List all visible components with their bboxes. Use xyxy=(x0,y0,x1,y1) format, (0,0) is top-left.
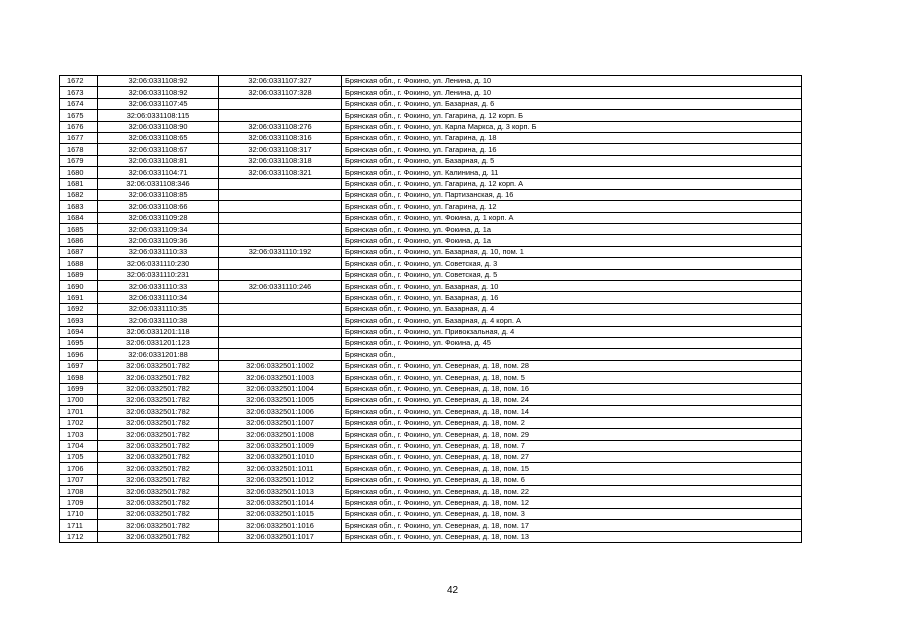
address-cell: Брянская обл., г. Фокино, ул. Гагарина, д. 16 xyxy=(342,144,802,155)
address-cell: Брянская обл., г. Фокино, ул. Ленина, д. 10 xyxy=(342,87,802,98)
address-cell: Брянская обл., г. Фокино, ул. Северная, д. 18, пом. 12 xyxy=(342,497,802,508)
building-cadastral-number-cell: 32:06:0332501:1003 xyxy=(219,372,342,383)
table-row xyxy=(60,121,802,132)
address-cell: Брянская обл., г. Фокино, ул. Гагарина, д. 12 корп. А xyxy=(342,178,802,189)
table-row xyxy=(60,246,802,257)
row-number-cell: 1683 xyxy=(60,201,98,212)
table-row xyxy=(60,520,802,531)
row-number-cell: 1698 xyxy=(60,372,98,383)
registry-table-body xyxy=(60,76,802,543)
address-cell: Брянская обл., г. Фокино, ул. Гагарина, д. 12 xyxy=(342,201,802,212)
building-cadastral-number-cell xyxy=(219,189,342,200)
table-row xyxy=(60,360,802,371)
parcel-cadastral-number-cell: 32:06:0331108:66 xyxy=(98,201,219,212)
building-cadastral-number-cell: 32:06:0331108:321 xyxy=(219,167,342,178)
row-number-cell: 1673 xyxy=(60,87,98,98)
parcel-cadastral-number-cell: 32:06:0332501:782 xyxy=(98,429,219,440)
parcel-cadastral-number-cell: 32:06:0332501:782 xyxy=(98,531,219,542)
building-cadastral-number-cell: 32:06:0332501:1012 xyxy=(219,474,342,485)
parcel-cadastral-number-cell: 32:06:0331110:33 xyxy=(98,246,219,257)
parcel-cadastral-number-cell: 32:06:0332501:782 xyxy=(98,394,219,405)
address-cell: Брянская обл., г. Фокино, ул. Северная, д. 18, пом. 22 xyxy=(342,486,802,497)
row-number-cell: 1687 xyxy=(60,246,98,257)
table-row xyxy=(60,531,802,542)
table-row xyxy=(60,394,802,405)
parcel-cadastral-number-cell: 32:06:0331108:346 xyxy=(98,178,219,189)
parcel-cadastral-number-cell: 32:06:0331110:231 xyxy=(98,269,219,280)
address-cell: Брянская обл., г. Фокино, ул. Северная, д. 18, пом. 5 xyxy=(342,372,802,383)
table-row xyxy=(60,326,802,337)
parcel-cadastral-number-cell: 32:06:0331109:36 xyxy=(98,235,219,246)
row-number-cell: 1681 xyxy=(60,178,98,189)
parcel-cadastral-number-cell: 32:06:0332501:782 xyxy=(98,474,219,485)
parcel-cadastral-number-cell: 32:06:0331110:34 xyxy=(98,292,219,303)
table-row xyxy=(60,98,802,109)
row-number-cell: 1675 xyxy=(60,110,98,121)
parcel-cadastral-number-cell: 32:06:0331110:33 xyxy=(98,281,219,292)
row-number-cell: 1702 xyxy=(60,417,98,428)
registry-table xyxy=(59,75,802,543)
building-cadastral-number-cell xyxy=(219,235,342,246)
parcel-cadastral-number-cell: 32:06:0331108:90 xyxy=(98,121,219,132)
parcel-cadastral-number-cell: 32:06:0331109:28 xyxy=(98,212,219,223)
address-cell: Брянская обл., г. Фокино, ул. Северная, д. 18, пом. 13 xyxy=(342,531,802,542)
address-cell: Брянская обл., г. Фокино, ул. Северная, д. 18, пом. 29 xyxy=(342,429,802,440)
table-row xyxy=(60,497,802,508)
parcel-cadastral-number-cell: 32:06:0331104:71 xyxy=(98,167,219,178)
building-cadastral-number-cell xyxy=(219,110,342,121)
address-cell: Брянская обл., г. Фокино, ул. Привокзальная, д. 4 xyxy=(342,326,802,337)
table-row xyxy=(60,212,802,223)
row-number-cell: 1684 xyxy=(60,212,98,223)
parcel-cadastral-number-cell: 32:06:0332501:782 xyxy=(98,486,219,497)
table-row xyxy=(60,76,802,87)
address-cell: Брянская обл., г. Фокино, ул. Базарная, д. 16 xyxy=(342,292,802,303)
building-cadastral-number-cell: 32:06:0332501:1004 xyxy=(219,383,342,394)
building-cadastral-number-cell: 32:06:0332501:1008 xyxy=(219,429,342,440)
building-cadastral-number-cell xyxy=(219,258,342,269)
address-cell: Брянская обл., г. Фокино, ул. Базарная, д. 10 xyxy=(342,281,802,292)
address-cell: Брянская обл., г. Фокино, ул. Северная, д. 18, пом. 27 xyxy=(342,451,802,462)
row-number-cell: 1672 xyxy=(60,76,98,87)
address-cell: Брянская обл., г. Фокино, ул. Партизанская, д. 16 xyxy=(342,189,802,200)
row-number-cell: 1674 xyxy=(60,98,98,109)
building-cadastral-number-cell: 32:06:0332501:1015 xyxy=(219,508,342,519)
table-row xyxy=(60,486,802,497)
building-cadastral-number-cell xyxy=(219,201,342,212)
row-number-cell: 1680 xyxy=(60,167,98,178)
table-row xyxy=(60,463,802,474)
parcel-cadastral-number-cell: 32:06:0331108:92 xyxy=(98,76,219,87)
table-row xyxy=(60,269,802,280)
row-number-cell: 1695 xyxy=(60,337,98,348)
table-row xyxy=(60,349,802,360)
row-number-cell: 1708 xyxy=(60,486,98,497)
address-cell: Брянская обл., г. Фокино, ул. Гагарина, д. 18 xyxy=(342,132,802,143)
parcel-cadastral-number-cell: 32:06:0331108:92 xyxy=(98,87,219,98)
table-row xyxy=(60,144,802,155)
building-cadastral-number-cell xyxy=(219,224,342,235)
parcel-cadastral-number-cell: 32:06:0331201:88 xyxy=(98,349,219,360)
address-cell: Брянская обл., xyxy=(342,349,802,360)
building-cadastral-number-cell: 32:06:0331108:276 xyxy=(219,121,342,132)
row-number-cell: 1709 xyxy=(60,497,98,508)
row-number-cell: 1693 xyxy=(60,315,98,326)
row-number-cell: 1699 xyxy=(60,383,98,394)
building-cadastral-number-cell: 32:06:0332501:1002 xyxy=(219,360,342,371)
building-cadastral-number-cell: 32:06:0331110:192 xyxy=(219,246,342,257)
row-number-cell: 1705 xyxy=(60,451,98,462)
parcel-cadastral-number-cell: 32:06:0332501:782 xyxy=(98,417,219,428)
row-number-cell: 1712 xyxy=(60,531,98,542)
table-row xyxy=(60,440,802,451)
table-row xyxy=(60,303,802,314)
table-row xyxy=(60,417,802,428)
table-row xyxy=(60,87,802,98)
table-row xyxy=(60,258,802,269)
row-number-cell: 1707 xyxy=(60,474,98,485)
building-cadastral-number-cell xyxy=(219,326,342,337)
parcel-cadastral-number-cell: 32:06:0332501:782 xyxy=(98,360,219,371)
table-row xyxy=(60,508,802,519)
address-cell: Брянская обл., г. Фокино, ул. Фокина, д. 1а xyxy=(342,224,802,235)
row-number-cell: 1706 xyxy=(60,463,98,474)
building-cadastral-number-cell xyxy=(219,178,342,189)
parcel-cadastral-number-cell: 32:06:0331109:34 xyxy=(98,224,219,235)
parcel-cadastral-number-cell: 32:06:0331110:230 xyxy=(98,258,219,269)
row-number-cell: 1700 xyxy=(60,394,98,405)
row-number-cell: 1697 xyxy=(60,360,98,371)
address-cell: Брянская обл., г. Фокино, ул. Фокина, д. 45 xyxy=(342,337,802,348)
table-row xyxy=(60,474,802,485)
building-cadastral-number-cell: 32:06:0332501:1009 xyxy=(219,440,342,451)
address-cell: Брянская обл., г. Фокино, ул. Северная, д. 18, пом. 2 xyxy=(342,417,802,428)
building-cadastral-number-cell xyxy=(219,337,342,348)
parcel-cadastral-number-cell: 32:06:0332501:782 xyxy=(98,451,219,462)
address-cell: Брянская обл., г. Фокино, ул. Советская, д. 3 xyxy=(342,258,802,269)
row-number-cell: 1688 xyxy=(60,258,98,269)
table-row xyxy=(60,167,802,178)
row-number-cell: 1682 xyxy=(60,189,98,200)
building-cadastral-number-cell xyxy=(219,349,342,360)
parcel-cadastral-number-cell: 32:06:0331108:65 xyxy=(98,132,219,143)
table-row xyxy=(60,110,802,121)
building-cadastral-number-cell: 32:06:0331107:327 xyxy=(219,76,342,87)
parcel-cadastral-number-cell: 32:06:0331108:67 xyxy=(98,144,219,155)
parcel-cadastral-number-cell: 32:06:0332501:782 xyxy=(98,383,219,394)
table-row xyxy=(60,429,802,440)
address-cell: Брянская обл., г. Фокино, ул. Базарная, д. 4 корп. А xyxy=(342,315,802,326)
building-cadastral-number-cell: 32:06:0331108:316 xyxy=(219,132,342,143)
parcel-cadastral-number-cell: 32:06:0332501:782 xyxy=(98,508,219,519)
row-number-cell: 1686 xyxy=(60,235,98,246)
table-row xyxy=(60,292,802,303)
row-number-cell: 1691 xyxy=(60,292,98,303)
table-row xyxy=(60,337,802,348)
address-cell: Брянская обл., г. Фокино, ул. Северная, д. 18, пом. 17 xyxy=(342,520,802,531)
address-cell: Брянская обл., г. Фокино, ул. Базарная, д. 10, пом. 1 xyxy=(342,246,802,257)
row-number-cell: 1677 xyxy=(60,132,98,143)
building-cadastral-number-cell: 32:06:0332501:1017 xyxy=(219,531,342,542)
row-number-cell: 1679 xyxy=(60,155,98,166)
parcel-cadastral-number-cell: 32:06:0331201:123 xyxy=(98,337,219,348)
parcel-cadastral-number-cell: 32:06:0332501:782 xyxy=(98,463,219,474)
building-cadastral-number-cell: 32:06:0331108:317 xyxy=(219,144,342,155)
building-cadastral-number-cell: 32:06:0331108:318 xyxy=(219,155,342,166)
table-row xyxy=(60,315,802,326)
parcel-cadastral-number-cell: 32:06:0331110:35 xyxy=(98,303,219,314)
parcel-cadastral-number-cell: 32:06:0332501:782 xyxy=(98,520,219,531)
row-number-cell: 1694 xyxy=(60,326,98,337)
building-cadastral-number-cell: 32:06:0332501:1016 xyxy=(219,520,342,531)
address-cell: Брянская обл., г. Фокино, ул. Северная, д. 18, пом. 14 xyxy=(342,406,802,417)
row-number-cell: 1685 xyxy=(60,224,98,235)
table-row xyxy=(60,155,802,166)
building-cadastral-number-cell xyxy=(219,303,342,314)
table-row xyxy=(60,178,802,189)
row-number-cell: 1676 xyxy=(60,121,98,132)
building-cadastral-number-cell: 32:06:0332501:1005 xyxy=(219,394,342,405)
row-number-cell: 1704 xyxy=(60,440,98,451)
table-row xyxy=(60,383,802,394)
building-cadastral-number-cell xyxy=(219,212,342,223)
address-cell: Брянская обл., г. Фокино, ул. Северная, д. 18, пом. 28 xyxy=(342,360,802,371)
parcel-cadastral-number-cell: 32:06:0331108:85 xyxy=(98,189,219,200)
building-cadastral-number-cell xyxy=(219,269,342,280)
row-number-cell: 1696 xyxy=(60,349,98,360)
table-row xyxy=(60,224,802,235)
address-cell: Брянская обл., г. Фокино, ул. Северная, д. 18, пом. 7 xyxy=(342,440,802,451)
address-cell: Брянская обл., г. Фокино, ул. Северная, д. 18, пом. 24 xyxy=(342,394,802,405)
parcel-cadastral-number-cell: 32:06:0331108:81 xyxy=(98,155,219,166)
building-cadastral-number-cell xyxy=(219,292,342,303)
row-number-cell: 1703 xyxy=(60,429,98,440)
table-row xyxy=(60,451,802,462)
table-row xyxy=(60,235,802,246)
address-cell: Брянская обл., г. Фокино, ул. Калинина, д. 11 xyxy=(342,167,802,178)
building-cadastral-number-cell: 32:06:0332501:1010 xyxy=(219,451,342,462)
page-number: 42 xyxy=(446,585,459,596)
address-cell: Брянская обл., г. Фокино, ул. Карла Маркса, д. 3 корп. Б xyxy=(342,121,802,132)
table-row xyxy=(60,132,802,143)
building-cadastral-number-cell xyxy=(219,315,342,326)
building-cadastral-number-cell xyxy=(219,98,342,109)
address-cell: Брянская обл., г. Фокино, ул. Советская, д. 5 xyxy=(342,269,802,280)
address-cell: Брянская обл., г. Фокино, ул. Фокина, д. 1 корп. А xyxy=(342,212,802,223)
address-cell: Брянская обл., г. Фокино, ул. Базарная, д. 4 xyxy=(342,303,802,314)
building-cadastral-number-cell: 32:06:0331110:246 xyxy=(219,281,342,292)
building-cadastral-number-cell: 32:06:0332501:1014 xyxy=(219,497,342,508)
building-cadastral-number-cell: 32:06:0332501:1006 xyxy=(219,406,342,417)
address-cell: Брянская обл., г. Фокино, ул. Базарная, д. 5 xyxy=(342,155,802,166)
table-row xyxy=(60,281,802,292)
address-cell: Брянская обл., г. Фокино, ул. Фокина, д. 1а xyxy=(342,235,802,246)
address-cell: Брянская обл., г. Фокино, ул. Северная, д. 18, пом. 3 xyxy=(342,508,802,519)
table-row xyxy=(60,372,802,383)
address-cell: Брянская обл., г. Фокино, ул. Ленина, д. 10 xyxy=(342,76,802,87)
building-cadastral-number-cell: 32:06:0332501:1013 xyxy=(219,486,342,497)
parcel-cadastral-number-cell: 32:06:0331107:45 xyxy=(98,98,219,109)
address-cell: Брянская обл., г. Фокино, ул. Северная, д. 18, пом. 6 xyxy=(342,474,802,485)
parcel-cadastral-number-cell: 32:06:0331201:118 xyxy=(98,326,219,337)
row-number-cell: 1710 xyxy=(60,508,98,519)
address-cell: Брянская обл., г. Фокино, ул. Северная, д. 18, пом. 16 xyxy=(342,383,802,394)
table-row xyxy=(60,406,802,417)
row-number-cell: 1692 xyxy=(60,303,98,314)
table-row xyxy=(60,201,802,212)
building-cadastral-number-cell: 32:06:0331107:328 xyxy=(219,87,342,98)
row-number-cell: 1689 xyxy=(60,269,98,280)
parcel-cadastral-number-cell: 32:06:0331108:115 xyxy=(98,110,219,121)
row-number-cell: 1690 xyxy=(60,281,98,292)
building-cadastral-number-cell: 32:06:0332501:1007 xyxy=(219,417,342,428)
parcel-cadastral-number-cell: 32:06:0332501:782 xyxy=(98,406,219,417)
table-row xyxy=(60,189,802,200)
parcel-cadastral-number-cell: 32:06:0332501:782 xyxy=(98,440,219,451)
parcel-cadastral-number-cell: 32:06:0332501:782 xyxy=(98,497,219,508)
row-number-cell: 1701 xyxy=(60,406,98,417)
address-cell: Брянская обл., г. Фокино, ул. Гагарина, д. 12 корп. Б xyxy=(342,110,802,121)
building-cadastral-number-cell: 32:06:0332501:1011 xyxy=(219,463,342,474)
address-cell: Брянская обл., г. Фокино, ул. Северная, д. 18, пом. 15 xyxy=(342,463,802,474)
address-cell: Брянская обл., г. Фокино, ул. Базарная, д. 6 xyxy=(342,98,802,109)
parcel-cadastral-number-cell: 32:06:0331110:38 xyxy=(98,315,219,326)
row-number-cell: 1678 xyxy=(60,144,98,155)
row-number-cell: 1711 xyxy=(60,520,98,531)
parcel-cadastral-number-cell: 32:06:0332501:782 xyxy=(98,372,219,383)
